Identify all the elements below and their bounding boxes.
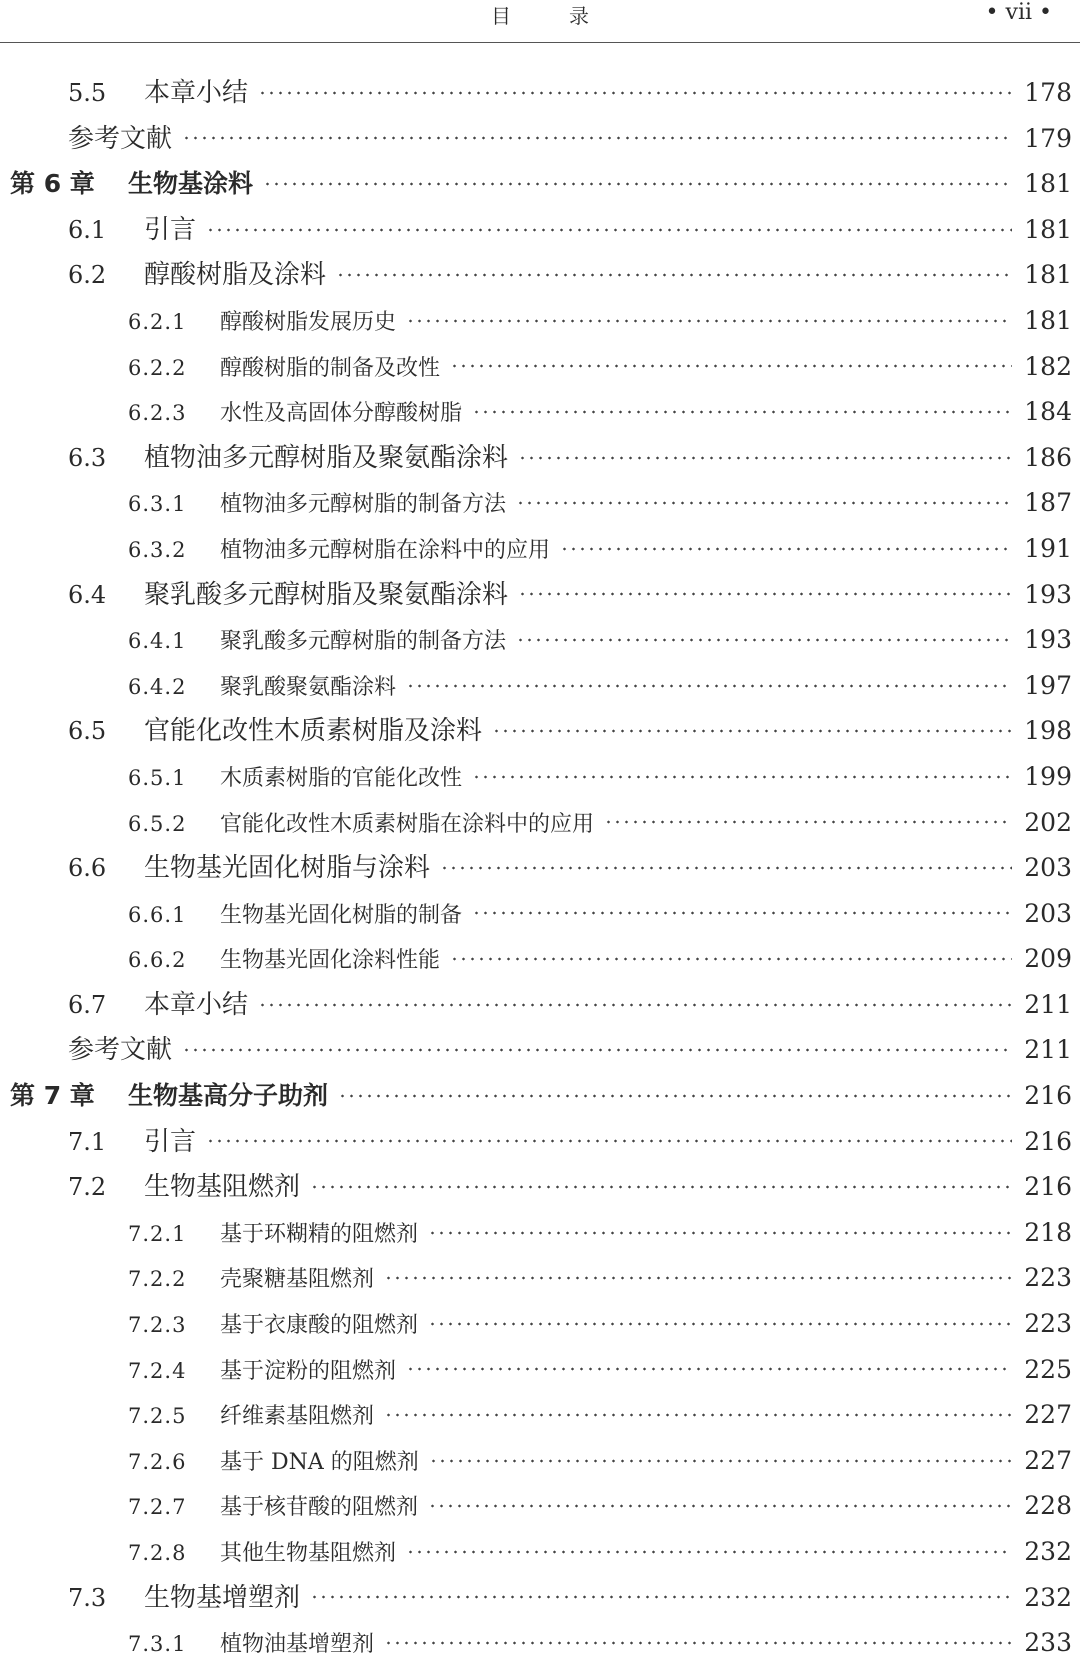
toc-entry-page: 211 bbox=[1024, 1035, 1072, 1065]
dot-leader bbox=[206, 228, 1012, 232]
toc-entry-page: 209 bbox=[1024, 944, 1072, 974]
toc-entry-page: 191 bbox=[1024, 533, 1072, 563]
toc-entry-label: 生物基涂料 bbox=[128, 169, 254, 199]
toc-entry[interactable] bbox=[0, 1575, 1080, 1621]
toc-entry-number: 6.6.2 bbox=[128, 948, 187, 973]
toc-entry-page: 225 bbox=[1024, 1354, 1072, 1384]
toc-entry-number: 6.2.1 bbox=[128, 309, 187, 334]
toc-entry-number: 7.2 bbox=[68, 1173, 107, 1202]
dot-leader bbox=[310, 1595, 1012, 1599]
dot-leader bbox=[516, 501, 1012, 505]
toc-entry-number: 6.5.1 bbox=[128, 765, 187, 790]
toc-entry-label: 官能化改性木质素树脂在涂料中的应用 bbox=[220, 811, 595, 837]
toc-entry-label: 聚乳酸聚氨酯涂料 bbox=[220, 674, 397, 700]
dot-leader bbox=[406, 1550, 1012, 1554]
toc-entry[interactable] bbox=[0, 663, 1080, 709]
toc-entry-page: 223 bbox=[1024, 1263, 1072, 1293]
toc-entry-label: 官能化改性木质素树脂及涂料 bbox=[144, 716, 483, 747]
header-title: 目录 bbox=[491, 4, 647, 28]
toc-entry[interactable] bbox=[0, 1027, 1080, 1073]
dot-leader bbox=[492, 729, 1012, 733]
toc-entry[interactable] bbox=[0, 1073, 1080, 1119]
toc-entry-page: 223 bbox=[1024, 1309, 1072, 1339]
dot-leader bbox=[182, 136, 1012, 140]
toc-entry-label: 参考文献 bbox=[68, 123, 173, 154]
toc-entry-label: 基于核苷酸的阻燃剂 bbox=[220, 1495, 419, 1521]
toc-entry-label: 醇酸树脂发展历史 bbox=[220, 309, 397, 335]
toc-entry[interactable] bbox=[0, 1529, 1080, 1575]
dot-leader bbox=[384, 1413, 1012, 1417]
toc-entry-page: 178 bbox=[1024, 78, 1072, 107]
dot-leader bbox=[518, 592, 1012, 596]
dot-leader bbox=[428, 1322, 1012, 1326]
toc-entry-label: 生物基增塑剂 bbox=[144, 1582, 301, 1613]
toc-entry-number: 6.2 bbox=[68, 261, 107, 290]
toc-entry-page: 232 bbox=[1024, 1537, 1072, 1566]
toc-entry[interactable] bbox=[0, 207, 1080, 253]
dot-leader bbox=[258, 91, 1012, 95]
toc-entry-page: 211 bbox=[1024, 989, 1072, 1019]
toc-entry-number: 7.2.2 bbox=[128, 1267, 187, 1292]
dot-leader bbox=[428, 1504, 1012, 1508]
toc-entry-page: 216 bbox=[1024, 1172, 1072, 1202]
table-of-contents bbox=[0, 70, 1080, 1666]
toc-entry[interactable] bbox=[0, 708, 1080, 754]
toc-entry-page: 181 bbox=[1024, 169, 1072, 199]
toc-entry[interactable] bbox=[0, 1210, 1080, 1256]
toc-entry[interactable] bbox=[0, 845, 1080, 891]
toc-entry-number: 7.2.3 bbox=[128, 1313, 187, 1338]
dot-leader bbox=[263, 182, 1012, 186]
dot-leader bbox=[604, 820, 1012, 824]
dot-leader bbox=[338, 1094, 1012, 1098]
toc-entry[interactable] bbox=[0, 572, 1080, 618]
toc-entry-page: 227 bbox=[1024, 1445, 1072, 1475]
toc-entry[interactable] bbox=[0, 1301, 1080, 1347]
toc-entry-label: 醇酸树脂及涂料 bbox=[144, 260, 327, 291]
dot-leader bbox=[516, 638, 1012, 642]
toc-entry-number: 6.3.1 bbox=[128, 492, 187, 517]
toc-entry[interactable] bbox=[0, 936, 1080, 982]
toc-entry-page: 181 bbox=[1024, 260, 1072, 290]
toc-entry-label: 基于衣康酸的阻燃剂 bbox=[220, 1313, 419, 1339]
dot-leader bbox=[310, 1185, 1012, 1189]
toc-entry-label: 水性及高固体分醇酸树脂 bbox=[220, 401, 463, 427]
dot-leader bbox=[336, 273, 1012, 277]
toc-entry-page: 218 bbox=[1024, 1217, 1072, 1247]
toc-entry-page: 181 bbox=[1024, 305, 1072, 335]
toc-entry-label: 生物基光固化涂料性能 bbox=[220, 948, 441, 974]
toc-entry-number: 6.2.3 bbox=[128, 401, 187, 426]
toc-entry-number: 第 6 章 bbox=[10, 169, 95, 199]
toc-entry-page: 202 bbox=[1024, 807, 1072, 837]
toc-entry-label: 本章小结 bbox=[144, 989, 249, 1020]
toc-entry-number: 7.2.6 bbox=[128, 1449, 187, 1474]
toc-entry[interactable] bbox=[0, 800, 1080, 846]
toc-entry-page: 184 bbox=[1024, 397, 1072, 427]
toc-entry[interactable] bbox=[0, 1164, 1080, 1210]
dot-leader bbox=[429, 1459, 1012, 1463]
toc-entry-number: 6.4.2 bbox=[128, 674, 187, 699]
toc-entry[interactable] bbox=[0, 344, 1080, 390]
toc-entry-number: 7.2.4 bbox=[128, 1358, 187, 1383]
toc-entry-label: 聚乳酸多元醇树脂的制备方法 bbox=[220, 629, 507, 655]
toc-entry-page: 199 bbox=[1024, 761, 1072, 791]
toc-entry[interactable] bbox=[0, 526, 1080, 572]
toc-entry[interactable] bbox=[0, 70, 1080, 116]
toc-entry-page: 233 bbox=[1024, 1628, 1072, 1658]
toc-entry-page: 216 bbox=[1024, 1081, 1072, 1111]
dot-leader bbox=[472, 911, 1012, 915]
toc-entry[interactable] bbox=[0, 754, 1080, 800]
toc-entry-number: 7.2.8 bbox=[128, 1541, 187, 1565]
dot-leader bbox=[406, 1367, 1012, 1371]
toc-entry-number: 6.1 bbox=[68, 215, 107, 244]
toc-entry[interactable] bbox=[0, 1119, 1080, 1165]
toc-entry-label: 生物基阻燃剂 bbox=[144, 1172, 301, 1203]
toc-entry-label: 植物油基增塑剂 bbox=[220, 1632, 375, 1658]
toc-entry-number: 7.1 bbox=[68, 1127, 107, 1156]
toc-entry-label: 本章小结 bbox=[144, 78, 249, 108]
dot-leader bbox=[384, 1641, 1012, 1645]
toc-entry-page: 216 bbox=[1024, 1126, 1072, 1156]
toc-entry-label: 生物基光固化树脂与涂料 bbox=[144, 853, 431, 884]
toc-entry-number: 6.4.1 bbox=[128, 629, 187, 654]
toc-entry-page: 182 bbox=[1024, 351, 1072, 381]
toc-entry-label: 基于 DNA 的阻燃剂 bbox=[220, 1449, 419, 1475]
toc-entry-number: 6.2.2 bbox=[128, 355, 187, 380]
toc-entry-number: 7.2.5 bbox=[128, 1404, 187, 1429]
toc-entry[interactable] bbox=[0, 435, 1080, 481]
dot-leader bbox=[518, 456, 1012, 460]
toc-entry-number: 6.5 bbox=[68, 717, 107, 746]
toc-entry-number: 6.6 bbox=[68, 854, 107, 883]
toc-entry-page: 181 bbox=[1024, 214, 1072, 244]
toc-entry-number: 6.3 bbox=[68, 443, 107, 472]
toc-entry-page: 228 bbox=[1024, 1491, 1072, 1521]
toc-entry-number: 7.3.1 bbox=[128, 1632, 187, 1657]
toc-entry-label: 其他生物基阻燃剂 bbox=[220, 1541, 397, 1566]
toc-entry-number: 7.3 bbox=[68, 1583, 107, 1612]
toc-entry-page: 186 bbox=[1024, 442, 1072, 472]
toc-entry[interactable] bbox=[0, 1255, 1080, 1301]
dot-leader bbox=[206, 1139, 1012, 1143]
dot-leader bbox=[258, 1003, 1012, 1007]
toc-entry[interactable] bbox=[0, 1392, 1080, 1438]
header-page-number: • vii • bbox=[985, 0, 1052, 25]
toc-entry-page: 179 bbox=[1024, 123, 1072, 153]
toc-entry-label: 植物油多元醇树脂在涂料中的应用 bbox=[220, 537, 551, 563]
dot-leader bbox=[450, 364, 1012, 368]
toc-entry-number: 7.2.1 bbox=[128, 1221, 187, 1246]
toc-entry-label: 参考文献 bbox=[68, 1035, 173, 1066]
dot-leader bbox=[560, 547, 1012, 551]
toc-entry-page: 193 bbox=[1024, 625, 1072, 655]
toc-entry[interactable] bbox=[0, 116, 1080, 162]
toc-entry-number: 6.4 bbox=[68, 580, 107, 609]
toc-entry-number: 5.5 bbox=[68, 79, 107, 107]
toc-entry[interactable] bbox=[0, 252, 1080, 298]
toc-entry-label: 基于淀粉的阻燃剂 bbox=[220, 1358, 397, 1384]
toc-entry[interactable] bbox=[0, 982, 1080, 1028]
toc-entry-label: 醇酸树脂的制备及改性 bbox=[220, 355, 441, 381]
toc-entry[interactable] bbox=[0, 389, 1080, 435]
toc-entry-page: 203 bbox=[1024, 853, 1072, 883]
toc-entry-page: 187 bbox=[1024, 488, 1072, 518]
toc-entry-number: 6.7 bbox=[68, 990, 107, 1019]
toc-entry[interactable] bbox=[0, 298, 1080, 344]
toc-entry[interactable] bbox=[0, 617, 1080, 663]
toc-entry-label: 植物油多元醇树脂的制备方法 bbox=[220, 492, 507, 518]
toc-entry-number: 第 7 章 bbox=[10, 1081, 95, 1111]
toc-entry[interactable] bbox=[0, 1438, 1080, 1484]
toc-entry-label: 木质素树脂的官能化改性 bbox=[220, 765, 463, 791]
toc-entry-label: 引言 bbox=[144, 1126, 197, 1157]
toc-entry-label: 基于环糊精的阻燃剂 bbox=[220, 1221, 419, 1247]
toc-entry-page: 232 bbox=[1024, 1582, 1072, 1612]
toc-entry-page: 203 bbox=[1024, 898, 1072, 928]
toc-entry-label: 生物基高分子助剂 bbox=[128, 1081, 329, 1111]
toc-entry-label: 纤维素基阻燃剂 bbox=[220, 1404, 375, 1430]
toc-entry[interactable] bbox=[0, 1483, 1080, 1529]
dot-leader bbox=[450, 957, 1012, 961]
toc-entry-page: 198 bbox=[1024, 716, 1072, 746]
dot-leader bbox=[472, 775, 1012, 779]
dot-leader bbox=[384, 1276, 1012, 1280]
dot-leader bbox=[472, 410, 1012, 414]
toc-entry-number: 6.6.1 bbox=[128, 902, 187, 927]
toc-entry[interactable] bbox=[0, 891, 1080, 937]
toc-entry-label: 聚乳酸多元醇树脂及聚氨酯涂料 bbox=[144, 579, 509, 610]
toc-entry-number: 6.3.2 bbox=[128, 537, 187, 562]
toc-entry-page: 197 bbox=[1024, 670, 1072, 700]
dot-leader bbox=[406, 319, 1012, 323]
dot-leader bbox=[406, 684, 1012, 688]
toc-entry-page: 193 bbox=[1024, 579, 1072, 609]
toc-entry[interactable] bbox=[0, 161, 1080, 207]
toc-entry-number: 7.2.7 bbox=[128, 1495, 187, 1520]
dot-leader bbox=[182, 1048, 1012, 1052]
toc-entry-label: 引言 bbox=[144, 214, 197, 245]
dot-leader bbox=[428, 1231, 1012, 1235]
dot-leader bbox=[440, 866, 1012, 870]
toc-entry-label: 生物基光固化树脂的制备 bbox=[220, 902, 463, 928]
toc-entry[interactable] bbox=[0, 1347, 1080, 1393]
toc-entry-number: 6.5.2 bbox=[128, 811, 187, 836]
toc-entry-label: 植物油多元醇树脂及聚氨酯涂料 bbox=[144, 442, 509, 473]
page-header bbox=[0, 0, 1080, 43]
toc-entry-page: 227 bbox=[1024, 1400, 1072, 1430]
toc-entry[interactable] bbox=[0, 480, 1080, 526]
toc-entry-label: 壳聚糖基阻燃剂 bbox=[220, 1267, 375, 1293]
